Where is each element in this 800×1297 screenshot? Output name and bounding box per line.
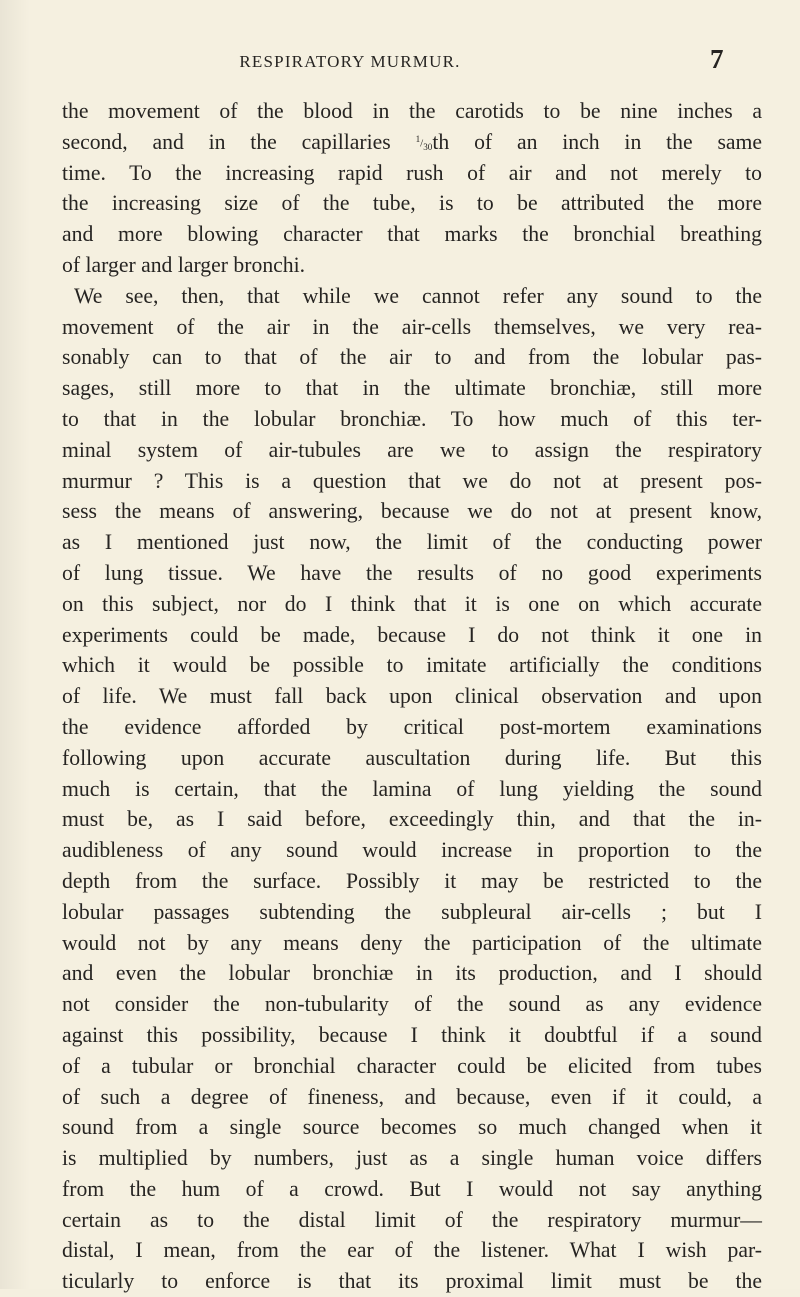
text-line: sonably can to that of the air to and from the lobular pas- — [62, 345, 762, 370]
fraction-numerator: 1 — [415, 134, 421, 145]
fraction: $^1/_{30}$ — [415, 134, 433, 152]
fraction-denominator: 30 — [423, 141, 433, 152]
text-line: much is certain, that the lamina of lung yielding the sound — [62, 776, 762, 801]
text-line: lobular passages subtending the subpleural air-cells ; but I — [62, 899, 762, 924]
text-line: from the hum of a crowd. But I would not say anything — [62, 1176, 762, 1201]
text-line: certain as to the distal limit of the respiratory murmur— — [62, 1207, 762, 1232]
text-line: movement of the air in the air-cells themselves, we very rea- — [62, 314, 762, 339]
text-line: the evidence afforded by critical post-mortem examinations — [62, 714, 762, 739]
body-text — [62, 96, 762, 1297]
text-line: against this possibility, because I think it doubtful if a sound — [62, 1022, 762, 1047]
text-line: is multiplied by numbers, just as a single human voice differs — [62, 1146, 762, 1171]
text-line: distal, I mean, from the ear of the listener. What I wish par- — [62, 1238, 762, 1263]
text-line: experiments could be made, because I do not think it one in — [62, 622, 762, 647]
running-head: RESPIRATORY MURMUR. — [239, 52, 461, 71]
text-line: as I mentioned just now, the limit of the conducting power — [62, 530, 762, 555]
text-line: We see, then, that while we cannot refer any sound to the — [74, 283, 762, 308]
text-line: the movement of the blood in the carotids to be nine inches a — [62, 99, 762, 123]
text-line: which it would be possible to imitate artificially the conditions — [62, 653, 762, 678]
text-line: murmur ? This is a question that we do not at present pos- — [62, 468, 762, 493]
text-line: must be, as I said before, exceedingly thin, and that the in- — [62, 807, 762, 832]
text-segment: th of an inch in the same — [432, 129, 763, 154]
text-line: and even the lobular bronchiæ in its production, and I should — [62, 961, 762, 986]
text-line: not consider the non-tubularity of the sound as any evidence — [62, 992, 762, 1017]
text-segment: second, and in the capillaries — [62, 129, 391, 154]
text-line: of a tubular or bronchial character could be elicited from tubes — [62, 1053, 762, 1078]
text-line: on this subject, nor do I think that it is one on which accurate — [62, 591, 762, 616]
text-line: audibleness of any sound would increase in proportion to the — [62, 838, 762, 863]
text-line: to that in the lobular bronchiæ. To how much of this ter- — [62, 406, 762, 431]
text-line: sess the means of answering, because we do not at present know, — [62, 499, 762, 524]
text-line: of life. We must fall back upon clinical observation and upon — [62, 684, 762, 709]
text-line: minal system of air-tubules are we to assign the respiratory — [62, 437, 762, 462]
text-line: of such a degree of fineness, and because, even if it could, a — [62, 1084, 762, 1109]
page-number: 7 — [710, 44, 724, 74]
page-header — [0, 44, 800, 74]
text-line: sages, still more to that in the ultimate bronchiæ, still more — [62, 376, 762, 401]
text-line: following upon accurate auscultation during life. But this — [62, 745, 762, 770]
text-line-with-fraction — [62, 127, 762, 158]
text-line: of larger and larger bronchi. — [62, 252, 306, 277]
text-line: time. To the increasing rapid rush of air and not merely to — [62, 160, 762, 185]
text-line: the increasing size of the tube, is to be attributed the more — [62, 191, 762, 216]
text-line: depth from the surface. Possibly it may be restricted to the — [62, 868, 762, 893]
text-line: ticularly to enforce is that its proximal limit must be the — [62, 1269, 762, 1294]
text-line: sound from a single source becomes so much changed when it — [62, 1115, 762, 1140]
text-line: would not by any means deny the participation of the ultimate — [62, 930, 762, 955]
text-line: of lung tissue. We have the results of no good experiments — [62, 560, 762, 585]
text-line: and more blowing character that marks the bronchial breathing — [62, 222, 762, 247]
